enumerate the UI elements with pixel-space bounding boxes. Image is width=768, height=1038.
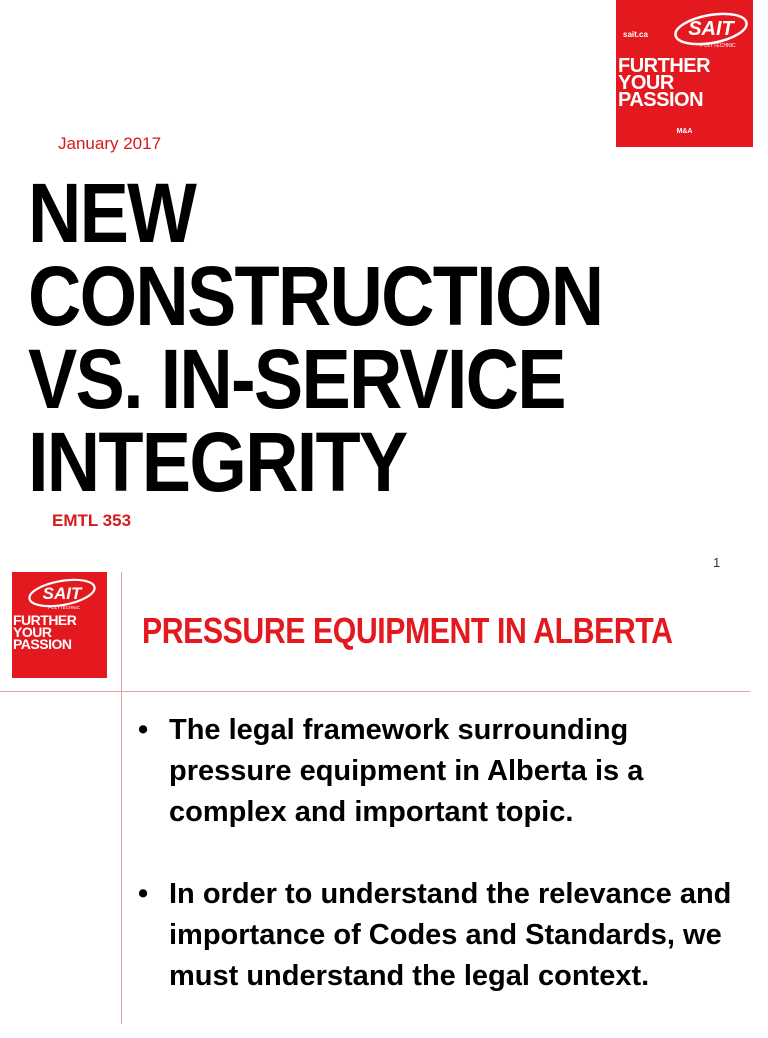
tagline-line: PASSION [618,89,704,111]
vertical-divider [121,572,122,1024]
tagline-line: PASSION [13,636,72,652]
presentation-date: January 2017 [58,134,162,153]
list-item [138,710,738,833]
logo-brand: SAIT [688,18,734,40]
tagline-line: YOUR [618,72,674,94]
list-item [138,874,738,997]
tagline-line: FURTHER [13,612,77,628]
bullet-text: The legal framework surrounding pressure equipment in Alberta is a complex and important topic. [169,714,644,828]
logo-tagline [13,614,76,650]
title-line: NEW [28,166,196,260]
bullet-icon: • [138,878,149,910]
course-code: EMTL 353 [52,511,132,530]
bullet-list [138,710,738,1038]
logo-site-text: sait.ca [623,30,648,39]
logo-dept: M&A [676,128,693,135]
bullet-text: In order to understand the relevance and importance of Codes and Standards, we must understand the legal context. [169,878,732,992]
logo-tagline [618,55,711,111]
tagline-line: FURTHER [618,55,711,77]
logo-brand: SAIT [42,584,82,603]
page-number: 1 [713,555,721,570]
tagline-line: YOUR [13,624,52,640]
slide-heading: PRESSURE EQUIPMENT IN ALBERTA [142,610,673,651]
sait-wordmark-icon [666,11,748,49]
horizontal-divider [0,691,750,692]
sait-wordmark-icon [22,578,98,610]
slide-title-text [28,166,728,509]
title-line: VS. IN-SERVICE [28,332,565,426]
bullet-icon: • [138,714,149,746]
sait-logo [616,0,753,147]
title-line: INTEGRITY [28,415,407,509]
sait-logo-small [12,572,107,678]
logo-brand-sub: POLYTECHNIC [700,43,736,49]
title-line: CONSTRUCTION [28,249,603,343]
logo-brand-sub: POLYTECHNIC [48,605,80,610]
